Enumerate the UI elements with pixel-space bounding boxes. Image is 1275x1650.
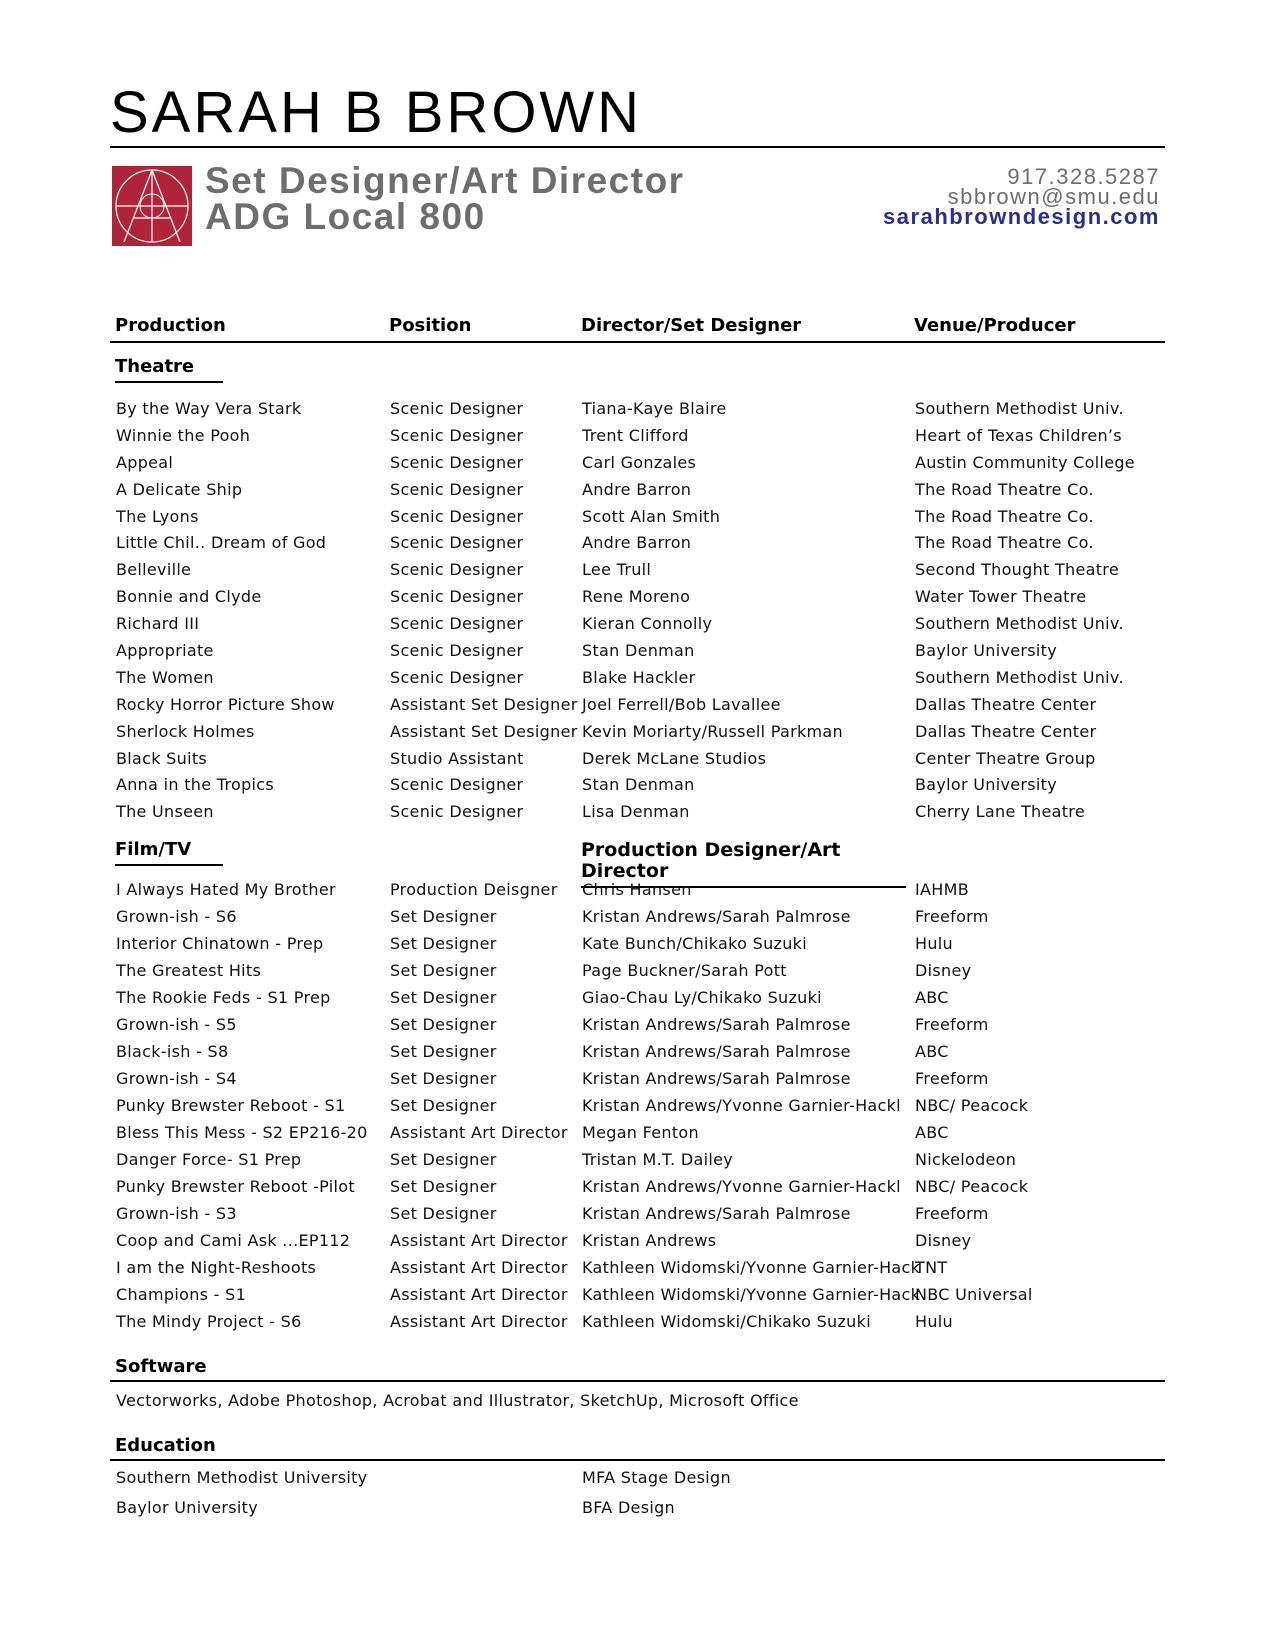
education-degree: BFA Design (582, 1498, 675, 1517)
credit-row (0, 695, 1275, 722)
credit-row (0, 1150, 1275, 1177)
credit-venue: Heart of Texas Children’s (915, 425, 1122, 445)
credit-venue: Freeform (915, 1069, 989, 1088)
credit-position: Scenic Designer (390, 614, 524, 634)
credit-venue: Disney (915, 1231, 972, 1250)
credit-production: Grown-ish - S5 (116, 1015, 237, 1034)
credit-position: Assistant Art Director (390, 1123, 568, 1142)
credit-row (0, 1312, 1275, 1339)
credit-venue: Water Tower Theatre (915, 587, 1087, 607)
credit-production: Champions - S1 (116, 1285, 247, 1304)
credit-row (0, 907, 1275, 934)
credit-production: Grown-ish - S6 (116, 907, 237, 926)
credit-venue: Austin Community College (915, 452, 1135, 472)
credit-position: Set Designer (390, 988, 497, 1007)
credit-position: Scenic Designer (390, 587, 524, 607)
website-link[interactable]: sarahbrowndesign.com (883, 204, 1160, 229)
credit-director: Scott Alan Smith (582, 506, 721, 526)
credit-position: Studio Assistant (390, 748, 524, 768)
credit-production: Danger Force- S1 Prep (116, 1150, 302, 1169)
credit-production: Rocky Horror Picture Show (116, 694, 335, 714)
credit-row (0, 453, 1275, 480)
credit-row (0, 749, 1275, 776)
credit-director: Kieran Connolly (582, 614, 713, 634)
credit-row (0, 399, 1275, 426)
credit-position: Scenic Designer (390, 641, 524, 661)
credit-venue: NBC Universal (915, 1285, 1033, 1304)
credit-director: Megan Fenton (582, 1123, 699, 1142)
credit-production: Black Suits (116, 748, 208, 768)
credit-position: Scenic Designer (390, 399, 524, 418)
credit-production: Punky Brewster Reboot -Pilot (116, 1177, 355, 1196)
credit-position: Assistant Art Director (390, 1231, 568, 1250)
credit-director: Kathleen Widomski/Chikako Suzuki (582, 1312, 871, 1331)
credit-position: Set Designer (390, 934, 497, 953)
credit-director: Kevin Moriarty/Russell Parkman (582, 721, 843, 741)
credit-row (0, 1204, 1275, 1231)
credit-director: Tiana-Kaye Blaire (582, 399, 727, 418)
credit-director: Lisa Denman (582, 802, 690, 822)
credit-venue: Southern Methodist Univ. (915, 667, 1124, 687)
credit-venue: Nickelodeon (915, 1150, 1017, 1169)
credit-position: Assistant Art Director (390, 1312, 568, 1331)
credit-position: Set Designer (390, 1069, 497, 1088)
credit-director: Derek McLane Studios (582, 748, 767, 768)
credit-venue: ABC (915, 1042, 949, 1061)
resume-name: SARAH B BROWN (110, 80, 643, 145)
credit-row (0, 934, 1275, 961)
credit-production: The Rookie Feds - S1 Prep (116, 988, 331, 1007)
theatre-credits-list (0, 399, 1275, 829)
credit-position: Scenic Designer (390, 479, 524, 499)
education-divider (110, 1459, 1165, 1461)
credit-venue: NBC/ Peacock (915, 1177, 1029, 1196)
credit-director: Kristan Andrews/Sarah Palmrose (582, 1204, 851, 1223)
credit-row (0, 480, 1275, 507)
credit-director: Andre Barron (582, 533, 692, 553)
section-heading-film-tv: Film/TV (115, 840, 223, 866)
credit-row (0, 668, 1275, 695)
credit-row (0, 880, 1275, 907)
credit-venue: Southern Methodist Univ. (915, 399, 1124, 418)
credit-venue: The Road Theatre Co. (915, 479, 1094, 499)
credit-venue: Baylor University (915, 641, 1057, 661)
credit-production: The Greatest Hits (116, 961, 262, 980)
credit-director: Chris Hansen (582, 880, 692, 899)
job-title: Set Designer/Art Director (205, 160, 685, 201)
credit-production: The Women (116, 667, 214, 687)
credit-production: Appeal (116, 452, 174, 472)
credit-position: Scenic Designer (390, 452, 524, 472)
credit-venue: Hulu (915, 934, 953, 953)
credit-director: Stan Denman (582, 641, 695, 661)
credit-position: Assistant Set Designer (390, 694, 578, 714)
credit-director: Carl Gonzales (582, 452, 697, 472)
credit-production: I Always Hated My Brother (116, 880, 336, 899)
credit-venue: ABC (915, 1123, 949, 1142)
credit-row (0, 802, 1275, 829)
credit-row (0, 507, 1275, 534)
union-local: ADG Local 800 (205, 196, 486, 237)
credit-row (0, 1096, 1275, 1123)
credit-production: The Lyons (116, 506, 199, 526)
credit-position: Scenic Designer (390, 775, 524, 795)
education-school: Baylor University (116, 1498, 258, 1517)
credit-row (0, 988, 1275, 1015)
credit-position: Scenic Designer (390, 560, 524, 580)
credit-director: Andre Barron (582, 479, 692, 499)
credit-position: Set Designer (390, 961, 497, 980)
credit-production: The Mindy Project - S6 (116, 1312, 302, 1331)
credit-venue: Freeform (915, 1204, 989, 1223)
adg-seal-icon (112, 166, 192, 246)
credit-director: Kristan Andrews/Sarah Palmrose (582, 907, 851, 926)
credit-venue: Center Theatre Group (915, 748, 1096, 768)
credit-director: Kathleen Widomski/Yvonne Garnier-Hack (582, 1285, 921, 1304)
credit-production: Appropriate (116, 641, 214, 661)
credit-position: Assistant Set Designer (390, 721, 578, 741)
header-divider (110, 146, 1165, 148)
credit-director: Kristan Andrews/Sarah Palmrose (582, 1042, 851, 1061)
credit-venue: IAHMB (915, 880, 969, 899)
credit-position: Scenic Designer (390, 506, 524, 526)
column-header-director: Director/Set Designer (581, 315, 802, 336)
column-header-production: Production (115, 315, 226, 336)
credit-row (0, 560, 1275, 587)
credit-row (0, 722, 1275, 749)
credit-director: Kristan Andrews/Sarah Palmrose (582, 1015, 851, 1034)
credit-director: Kristan Andrews/Yvonne Garnier-Hackl (582, 1096, 901, 1115)
credit-production: Anna in the Tropics (116, 775, 275, 795)
credit-venue: NBC/ Peacock (915, 1096, 1029, 1115)
credit-director: Rene Moreno (582, 587, 691, 607)
credit-production: Sherlock Holmes (116, 721, 255, 741)
email-link[interactable]: sbbrown@smu.edu (947, 184, 1160, 209)
credit-venue: Dallas Theatre Center (915, 694, 1097, 714)
credit-production: I am the Night-Reshoots (116, 1258, 317, 1277)
credit-production: Little Chil.. Dream of God (116, 533, 327, 553)
credit-production: A Delicate Ship (116, 479, 243, 499)
credit-venue: Southern Methodist Univ. (915, 614, 1124, 634)
column-header-position: Position (389, 315, 472, 336)
credit-row (0, 1015, 1275, 1042)
credit-venue: The Road Theatre Co. (915, 533, 1094, 553)
credit-director: Joel Ferrell/Bob Lavallee (582, 694, 781, 714)
credit-row (0, 587, 1275, 614)
credit-row (0, 533, 1275, 560)
credit-director: Tristan M.T. Dailey (582, 1150, 734, 1169)
credit-venue: Second Thought Theatre (915, 560, 1119, 580)
credit-row (0, 961, 1275, 988)
credit-row (0, 1231, 1275, 1258)
credit-row (0, 1258, 1275, 1285)
credit-director: Giao-Chau Ly/Chikako Suzuki (582, 988, 822, 1007)
credit-position: Set Designer (390, 1177, 497, 1196)
column-header-venue: Venue/Producer (914, 315, 1076, 336)
credit-position: Set Designer (390, 907, 497, 926)
credit-director: Blake Hackler (582, 667, 696, 687)
credit-director: Kristan Andrews/Sarah Palmrose (582, 1069, 851, 1088)
film-tv-credits-list (0, 880, 1275, 1339)
section-heading-software: Software (115, 1356, 207, 1377)
credit-position: Scenic Designer (390, 667, 524, 687)
credit-row (0, 426, 1275, 453)
credit-venue: Freeform (915, 1015, 989, 1034)
education-school: Southern Methodist University (116, 1468, 368, 1487)
credit-production: Punky Brewster Reboot - S1 (116, 1096, 346, 1115)
credit-venue: Freeform (915, 907, 989, 926)
credit-position: Scenic Designer (390, 802, 524, 822)
credit-venue: TNT (915, 1258, 948, 1277)
software-divider (110, 1380, 1165, 1382)
credit-position: Scenic Designer (390, 425, 524, 445)
credit-production: Coop and Cami Ask ...EP112 (116, 1231, 351, 1250)
credit-position: Scenic Designer (390, 533, 524, 553)
credit-production: By the Way Vera Stark (116, 399, 302, 418)
credit-director: Kristan Andrews (582, 1231, 717, 1250)
credit-director: Kathleen Widomski/Yvonne Garnier-Hack (582, 1258, 921, 1277)
credit-row (0, 1069, 1275, 1096)
credit-director: Lee Trull (582, 560, 652, 580)
phone-number: 917.328.5287 (1007, 164, 1160, 189)
credit-venue: Baylor University (915, 775, 1057, 795)
credit-venue: Disney (915, 961, 972, 980)
credit-director: Kate Bunch/Chikako Suzuki (582, 934, 807, 953)
credit-position: Set Designer (390, 1204, 497, 1223)
credit-row (0, 775, 1275, 802)
credit-director: Kristan Andrews/Yvonne Garnier-Hackl (582, 1177, 901, 1196)
section-heading-education: Education (115, 1435, 216, 1456)
credit-production: Grown-ish - S3 (116, 1204, 237, 1223)
credit-production: Bonnie and Clyde (116, 587, 262, 607)
credit-row (0, 1042, 1275, 1069)
credit-position: Set Designer (390, 1015, 497, 1034)
credit-director: Stan Denman (582, 775, 695, 795)
credit-venue: Cherry Lane Theatre (915, 802, 1085, 822)
credit-production: Belleville (116, 560, 192, 580)
credit-production: Interior Chinatown - Prep (116, 934, 324, 953)
credit-director: Trent Clifford (582, 425, 689, 445)
credit-production: Black-ish - S8 (116, 1042, 229, 1061)
credit-row (0, 614, 1275, 641)
credit-row (0, 1123, 1275, 1150)
credit-production: Winnie the Pooh (116, 425, 251, 445)
credit-venue: Hulu (915, 1312, 953, 1331)
credit-position: Production Deisgner (390, 880, 558, 899)
credit-production: The Unseen (116, 802, 214, 822)
credit-venue: The Road Theatre Co. (915, 506, 1094, 526)
credit-row (0, 1177, 1275, 1204)
credit-production: Grown-ish - S4 (116, 1069, 237, 1088)
credit-production: Bless This Mess - S2 EP216-20 (116, 1123, 368, 1142)
section-subheading-production-designer: Production Designer/Art Director (581, 840, 906, 888)
credit-production: Richard III (116, 614, 200, 634)
credit-venue: Dallas Theatre Center (915, 721, 1097, 741)
software-list: Vectorworks, Adobe Photoshop, Acrobat and Illustrator, SketchUp, Microsoft Office (116, 1391, 799, 1410)
education-degree: MFA Stage Design (582, 1468, 731, 1487)
credit-position: Set Designer (390, 1042, 497, 1061)
credit-position: Assistant Art Director (390, 1258, 568, 1277)
credit-venue: ABC (915, 988, 949, 1007)
credit-position: Assistant Art Director (390, 1285, 568, 1304)
credit-row (0, 641, 1275, 668)
credit-director: Page Buckner/Sarah Pott (582, 961, 787, 980)
column-header-divider (110, 341, 1165, 343)
section-heading-theatre: Theatre (115, 357, 223, 383)
credit-position: Set Designer (390, 1096, 497, 1115)
credit-row (0, 1285, 1275, 1312)
credit-position: Set Designer (390, 1150, 497, 1169)
